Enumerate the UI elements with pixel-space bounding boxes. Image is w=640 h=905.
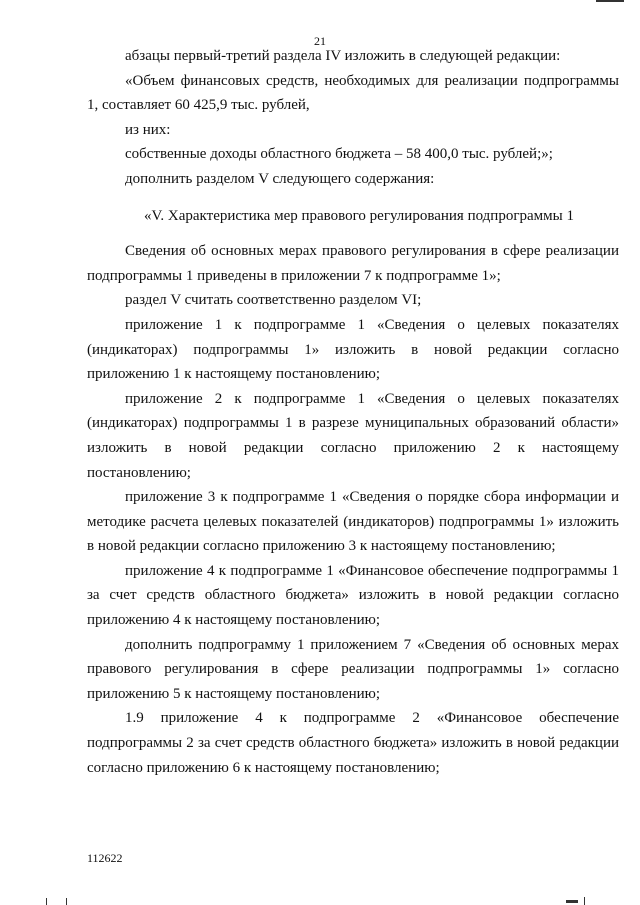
document-body [87,44,619,780]
paragraph: «Объем финансовых средств, необходимых для реализации подпрограммы 1, составляет 60 425,9 тыс. рублей, [87,72,619,114]
paragraph: раздел V считать соответственно разделом VI; [125,292,422,309]
paragraph: приложение 2 к подпрограмме 1 «Сведения о целевых показателях (индикаторах) подпрограммы 1 в разрезе муниципальных образований области» изложить в новой редакции согласно приложению 2 к настоящему постановлению; [87,390,619,481]
paragraph: 1.9 приложение 4 к подпрограмме 2 «Финансовое обеспечение подпрограммы 2 за счет средств областного бюджета» изложить в новой редакции согласно приложению 6 к настоящему постановлению; [87,710,619,776]
document-code: 112622 [87,851,123,865]
paragraph: приложение 4 к подпрограмме 1 «Финансовое обеспечение подпрограммы 1 за счет средств областного бюджета» изложить в новой редакции согласно приложению 4 к настоящему постановлению; [87,562,619,629]
paragraph: приложение 3 к подпрограмме 1 «Сведения о порядке сбора информации и методике расчета целевых показателей (индикаторов) подпрограммы 1» изложить в новой редакции согласно приложению 3 к настоящему постановлению; [87,489,619,555]
paragraph: из них: [125,121,171,138]
paragraph: дополнить подпрограмму 1 приложением 7 «Сведения об основных мерах правового регулирования в сфере реализации подпрограммы 1» согласно приложению 5 к настоящему постановлению; [87,636,619,702]
paragraph: собственные доходы областного бюджета – 58 400,0 тыс. рублей;»; [125,146,553,163]
scan-mark [596,0,624,2]
scan-mark [584,897,585,905]
paragraph: дополнить разделом V следующего содержания: [125,170,435,187]
scan-mark [46,898,47,905]
paragraph: приложение 1 к подпрограмме 1 «Сведения о целевых показателях (индикаторах) подпрограммы 1» изложить в новой редакции согласно приложению 1 к настоящему постановлению; [87,316,619,383]
scan-mark [66,898,67,905]
scan-mark [566,900,578,903]
paragraph: абзацы первый-третий раздела IV изложить в следующей редакции: [125,48,561,64]
page-number: 21 [314,34,326,48]
section-heading: «V. Характеристика мер правового регулирования подпрограммы 1 [144,207,574,224]
paragraph: Сведения об основных мерах правового регулирования в сфере реализации подпрограммы 1 приведены в приложении 7 к подпрограмме 1»; [87,243,619,284]
